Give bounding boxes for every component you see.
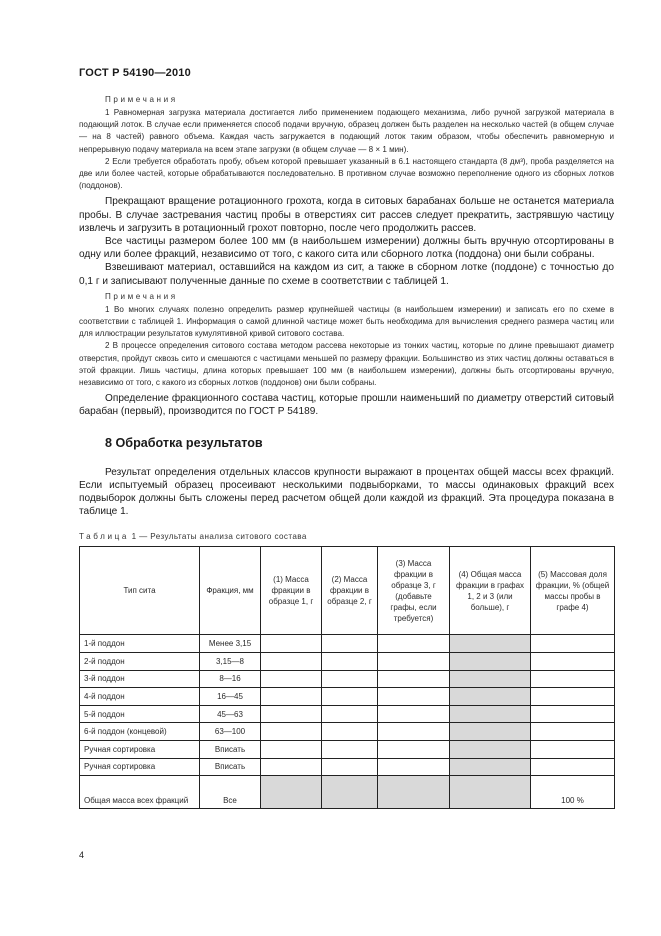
header-cell: (4) Общая масса фракции в графах 1, 2 и 3 (или больше), г [450, 547, 531, 635]
fraction-cell: Вписать [200, 741, 261, 759]
shaded-cell [450, 653, 531, 671]
sieve-results-table [79, 546, 615, 809]
fraction-cell: Все [200, 776, 261, 809]
table-total-row [80, 776, 615, 809]
table-header-row [80, 547, 615, 635]
empty-cell [261, 705, 322, 723]
shaded-cell [450, 688, 531, 706]
shaded-cell [450, 741, 531, 759]
sieve-type-cell: Ручная сортировка [80, 741, 200, 759]
empty-cell [378, 670, 450, 688]
shaded-cell [450, 758, 531, 776]
empty-cell [322, 758, 378, 776]
table-caption [79, 532, 614, 541]
table-caption-label: Таблица [79, 532, 129, 542]
note-paragraph: 1 Равномерная загрузка материала достигается либо применением подающего механизма, либо ручной загрузкой материала в подающий лоток. В случае если применяется способ подачи вручную, образец должен быть разделен на несколько частей (в общем случае — на 8 частей) равного объема. Каждая часть загружается в подающий лоток таким образом, чтобы обеспечить равномерную и непрерывную подачу материала на всем этапе загрузки (в общем случае — 8 × 1 мин). [79, 108, 614, 154]
body-paragraph: Взвешивают материал, оставшийся на каждом из сит, а также в сборном лотке (поддоне) с точностью до 0,1 г и записывают полученные данные по схеме в соответствии с таблицей 1. [79, 262, 614, 287]
empty-cell [322, 635, 378, 653]
share-cell [531, 723, 615, 741]
page-number: 4 [79, 850, 85, 860]
section-title: 8 Обработка результатов [105, 435, 263, 450]
shaded-cell [450, 705, 531, 723]
note-paragraph: 1 Во многих случаях полезно определить размер крупнейшей частицы (в наибольшем измерении) и записать его по схеме в соответствии с таблицей 1. Информация о самой длинной частице может быть необходима для вычисления среднего размера частиц или для иллюстрации результатов кумулятивной кривой ситового состава. [79, 304, 614, 339]
empty-cell [261, 758, 322, 776]
empty-cell [322, 653, 378, 671]
shaded-cell [378, 776, 450, 809]
header-cell: Фракция, мм [200, 547, 261, 635]
shaded-cell [261, 776, 322, 809]
sieve-type-cell: 5-й поддон [80, 705, 200, 723]
empty-cell [261, 653, 322, 671]
empty-cell [322, 741, 378, 759]
header-cell: (1) Масса фракции в образце 1, г [261, 547, 322, 635]
empty-cell [261, 741, 322, 759]
table-row [80, 705, 615, 723]
note-paragraph: 2 В процессе определения ситового состава методом рассева некоторые из тонких частиц, которые по длине превышают диаметр отверстия, пройдут сквозь сито и смешаются с частицами меньшей по размеру фракции. Большинство из этих частиц должны оставаться в этой фракции. Лишь частицы, длина которых превышает 100 мм (в наибольшем измерении), должны быть отсортированы вручную, независимо от того, с какого из сборных лотков (поддонов) они были собраны. [79, 341, 614, 388]
share-cell [531, 758, 615, 776]
table-caption-text: 1 — Результаты анализа ситового состава [128, 532, 307, 542]
table-row [80, 635, 615, 653]
document-header: ГОСТ Р 54190—2010 [79, 67, 191, 79]
share-cell [531, 653, 615, 671]
body-paragraph: Все частицы размером более 100 мм (в наибольшем измерении) должны быть вручную отсортированы в одну или более фракций, независимо от того, с какого сита или сборного лотка (поддона) они были собраны. [79, 236, 614, 261]
notes-heading: Примечания [105, 95, 178, 104]
shaded-cell [450, 670, 531, 688]
shaded-cell [450, 776, 531, 809]
header-cell: (2) Масса фракции в образце 2, г [322, 547, 378, 635]
empty-cell [261, 670, 322, 688]
body-paragraph: Прекращают вращение ротационного грохота, когда в ситовых барабанах больше не останется материала пробы. В случае застревания частиц пробы в отверстиях сит рассев следует прекратить, застрявшую частицу извлечь и загрузить в ротационный грохот повторно, после чего продолжить рассев. [79, 196, 614, 234]
empty-cell [261, 723, 322, 741]
empty-cell [378, 688, 450, 706]
share-cell [531, 741, 615, 759]
empty-cell [261, 635, 322, 653]
empty-cell [378, 653, 450, 671]
header-cell: Тип сита [80, 547, 200, 635]
share-cell [531, 670, 615, 688]
header-cell: (3) Масса фракции в образце 3, г (добавьте графы, если требуется) [378, 547, 450, 635]
empty-cell [378, 723, 450, 741]
note-paragraph: 2 Если требуется обработать пробу, объем которой превышает указанный в 6.1 настоящего стандарта (8 дм³), проба разделяется на две или более частей, которые обрабатываются последовательно. В противном случае возможно переполнение одного из сборных лотков (поддонов). [79, 156, 614, 191]
shaded-cell [450, 723, 531, 741]
fraction-cell: 16—45 [200, 688, 261, 706]
body-paragraph: Определение фракционного состава частиц, которые прошли наименьший по диаметру отверстий ситовый барабан (первый), производится по ГОСТ Р 54189. [79, 393, 614, 418]
empty-cell [322, 723, 378, 741]
fraction-cell: 3,15—8 [200, 653, 261, 671]
empty-cell [261, 688, 322, 706]
fraction-cell: 63—100 [200, 723, 261, 741]
fraction-cell: Менее 3,15 [200, 635, 261, 653]
share-cell: 100 % [531, 776, 615, 809]
empty-cell [378, 635, 450, 653]
empty-cell [322, 705, 378, 723]
sieve-type-cell: Общая масса всех фракций [80, 776, 200, 809]
sieve-type-cell: 4-й поддон [80, 688, 200, 706]
sieve-type-cell: 3-й поддон [80, 670, 200, 688]
empty-cell [378, 741, 450, 759]
table-row [80, 688, 615, 706]
table-row [80, 723, 615, 741]
empty-cell [322, 670, 378, 688]
shaded-cell [450, 635, 531, 653]
header-cell: (5) Массовая доля фракции, % (общей массы пробы в графе 4) [531, 547, 615, 635]
fraction-cell: 8—16 [200, 670, 261, 688]
notes-heading: Примечания [105, 291, 178, 301]
table-row [80, 741, 615, 759]
sieve-type-cell: Ручная сортировка [80, 758, 200, 776]
body-paragraph: Результат определения отдельных классов крупности выражают в процентах общей массы всех фракций. Если испытуемый образец просеивают несколькими подвыборками, то массы одинаковых фракций всех подвыборок должны быть сложены перед расчетом общей доли каждой из фракций. Эта процедура показана в таблице 1. [79, 466, 614, 518]
empty-cell [322, 688, 378, 706]
share-cell [531, 688, 615, 706]
empty-cell [378, 705, 450, 723]
sieve-type-cell: 6-й поддон (концевой) [80, 723, 200, 741]
sieve-type-cell: 1-й поддон [80, 635, 200, 653]
share-cell [531, 635, 615, 653]
table-row [80, 758, 615, 776]
fraction-cell: 45—63 [200, 705, 261, 723]
table-row [80, 653, 615, 671]
share-cell [531, 705, 615, 723]
shaded-cell [322, 776, 378, 809]
table-row [80, 670, 615, 688]
document-body [79, 94, 614, 809]
sieve-type-cell: 2-й поддон [80, 653, 200, 671]
fraction-cell: Вписать [200, 758, 261, 776]
empty-cell [378, 758, 450, 776]
